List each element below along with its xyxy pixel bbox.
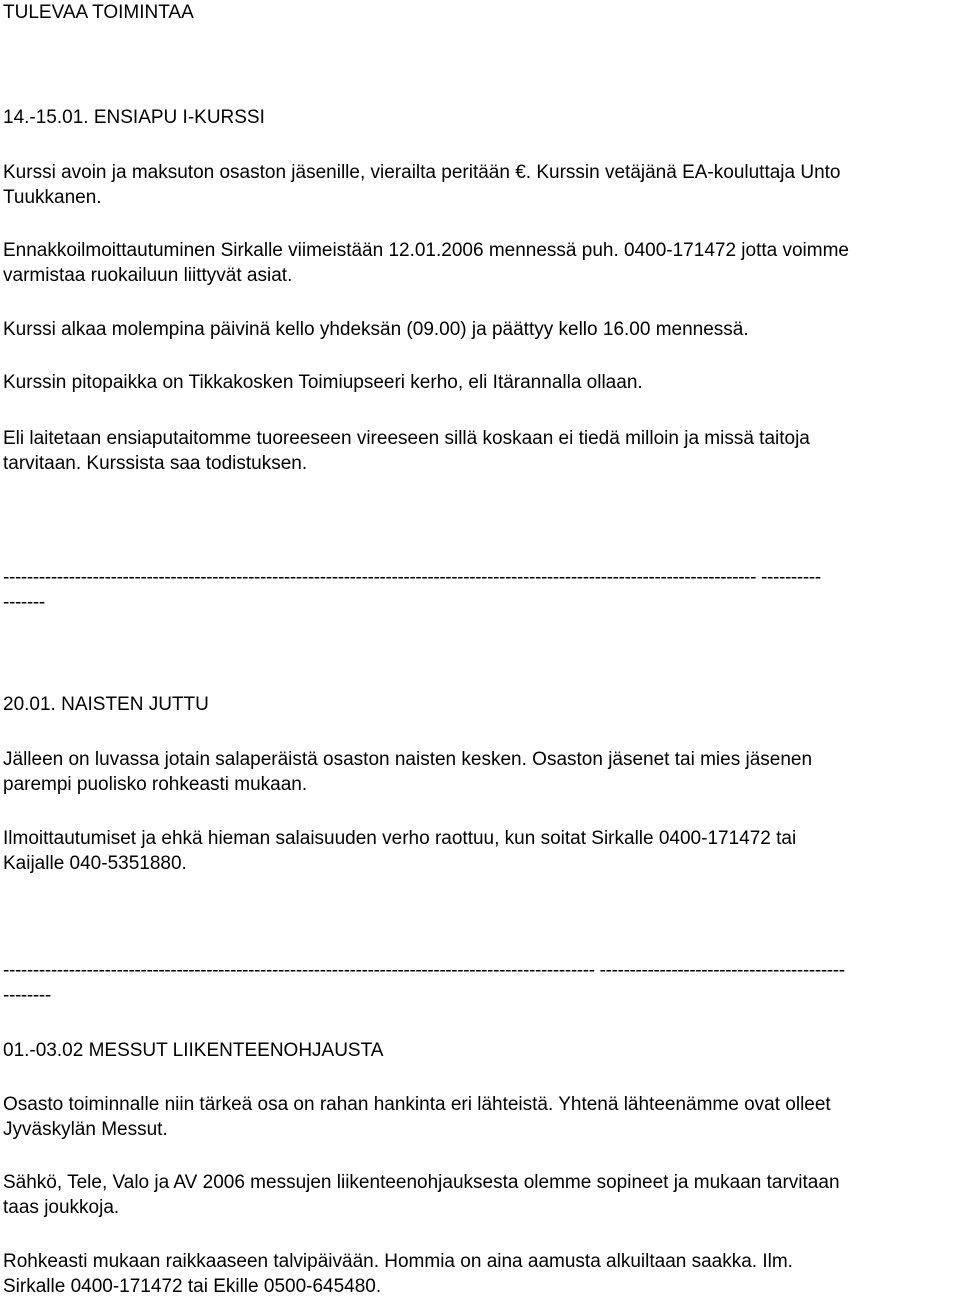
paragraph-signup: Ilmoittautumiset ja ehkä hieman salaisuuden verho raottuu, kun soitat Sirkalle 0400-171472 tai Kaijalle 040-5351880. bbox=[3, 828, 797, 874]
paragraph-certificate: Eli laitetaan ensiaputaitomme tuoreeseen vireeseen sillä koskaan ei tiedä milloin ja missä taitoja tarvitaan. Kurssista saa todistuksen. bbox=[3, 428, 810, 474]
section-heading-messut: 01.-03.02 MESSUT LIIKENTEENOHJAUSTA bbox=[3, 1040, 384, 1061]
separator-line: --------------------------------------------------------------------------------------------------- ----------------------------------------- -------- bbox=[3, 960, 845, 1006]
separator-line: ------------------------------------------------------------------------------------------------------------------------------ ---------- ------- bbox=[3, 567, 821, 613]
page-title: TULEVAA TOIMINTAA bbox=[3, 2, 194, 23]
paragraph-registration: Ennakkoilmoittautuminen Sirkalle viimeistään 12.01.2006 mennessä puh. 0400-171472 jotta voimme varmistaa ruokailuun liittyvät asiat. bbox=[3, 240, 850, 286]
section-heading-ensiapu: 14.-15.01. ENSIAPU I-KURSSI bbox=[3, 107, 265, 128]
paragraph-location: Kurssin pitopaikka on Tikkakosken Toimiupseeri kerho, eli Itärannalla ollaan. bbox=[3, 372, 643, 393]
paragraph-fundraising: Osasto toiminnalle niin tärkeä osa on rahan hankinta eri lähteistä. Yhtenä lähteenämme ovat olleet Jyväskylän Messut. bbox=[3, 1094, 831, 1140]
paragraph-course-info: Kurssi avoin ja maksuton osaston jäsenille, vierailta peritään €. Kurssin vetäjänä EA-kouluttaja Unto Tuukkanen. bbox=[3, 162, 841, 208]
paragraph-schedule: Kurssi alkaa molempina päivinä kello yhdeksän (09.00) ja päättyy kello 16.00 mennessä. bbox=[3, 319, 749, 340]
paragraph-contact: Rohkeasti mukaan raikkaaseen talvipäivään. Hommia on aina aamusta alkuiltaan saakka. Ilm. Sirkalle 0400-171472 tai Ekille 0500-645480. bbox=[3, 1251, 793, 1297]
paragraph-event-info: Jälleen on luvassa jotain salaperäistä osaston naisten kesken. Osaston jäsenet tai mies jäsenen parempi puolisko rohkeasti mukaan. bbox=[3, 749, 813, 795]
section-heading-naisten-juttu: 20.01. NAISTEN JUTTU bbox=[3, 694, 209, 715]
paragraph-traffic-control: Sähkö, Tele, Valo ja AV 2006 messujen liikenteenohjauksesta olemme sopineet ja mukaan tarvitaan taas joukkoja. bbox=[3, 1172, 840, 1218]
